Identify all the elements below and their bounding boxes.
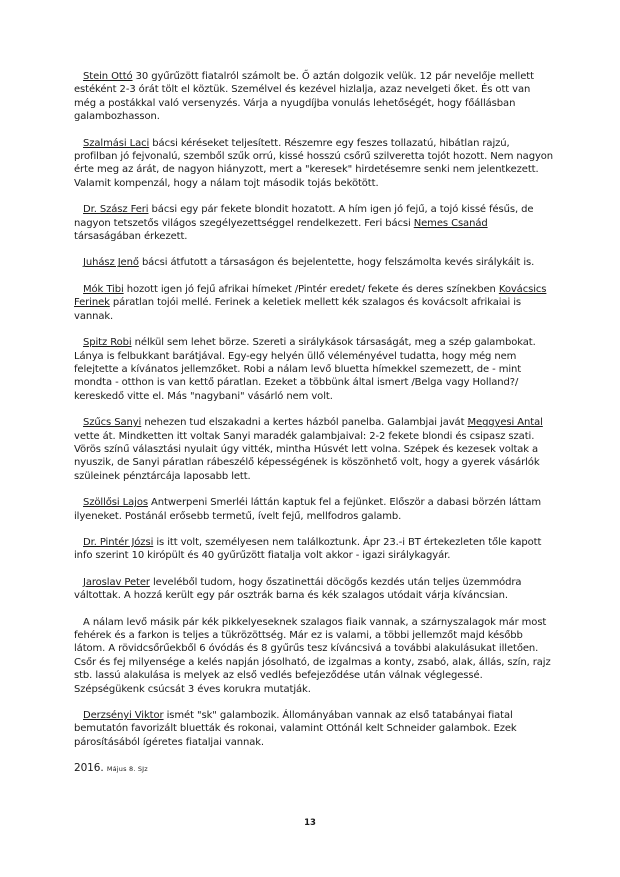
paragraph-text: nehezen tud elszakadni a kertes házból panelba. Galambjai javát (141, 417, 468, 429)
person-name: Dr. Pintér Józsi (83, 536, 154, 548)
paragraph-mok (74, 283, 554, 323)
paragraph-text: hozott igen jó fejű afrikai hímeket /Pintér eredet/ fekete és deres színekben (123, 283, 499, 295)
paragraph-own-pigeons (74, 616, 554, 696)
paragraph-text: ismét "sk" galambozik. Állományában vannak az első tatabányai fiatal bemutatón favorizált bluetták és rokonai, valamint Ottónál kelt Schneider galambok. Ezek párosításából ígéretes fiataljai vannak. (74, 710, 517, 748)
person-name: Spitz Robi (83, 337, 132, 349)
person-name: Derzsényi Viktor (83, 710, 164, 722)
paragraph-text: leveléből tudom, hogy őszatinettái döcögős kezdés után teljes üzemmódra váltottak. A hozzá került egy pár osztrák barna és kék szalagos utódait várja kíváncsian. (74, 576, 522, 602)
paragraph-pinter (74, 536, 554, 563)
paragraph-stein (74, 70, 554, 124)
paragraph-text: bácsi kéréseket teljesített. Részemre egy feszes tollazatú, hibátlan rajzú, profilban jó fejvonalú, szemből szűk orrú, kissé hosszú csőrű szilveretta tojót hozott. Nem nagyon érte meg az árát, de nagyon hiányzott, mert a "keresek" hirdetésemre senki nem jelentkezett. Valamit kompenzál, hogy a nálam tojt második tojás bekötött. (74, 137, 554, 189)
paragraph-szollosi (74, 496, 554, 523)
signature-year: 2016. (74, 762, 104, 775)
paragraph-text: is itt volt, személyesen nem találkoztunk. Ápr 23.-i BT értekezleten tőle kapott info szerint 10 kirópült és 40 gyűrűzött fiatalja volt akkor - igazi sirálykagyár. (74, 536, 542, 562)
person-name-2: Meggyesi Antal (467, 417, 543, 429)
paragraph-text: Antwerpeni Smerléi láttán kaptuk fel a fejünket. Először a dabasi börzén láttam ilyeneket. Postánál erősebb termetű, ívelt fejű, mellfodros galamb. (74, 497, 541, 522)
paragraph-text-2: társaságában érkezett. (74, 231, 188, 243)
paragraph-spitz (74, 336, 554, 403)
person-name: Jaroslav Peter (83, 576, 150, 588)
paragraph-text: nélkül sem lehet börze. Szereti a sirálykások társaságát, meg a szép galambokat. Lánya is felbukkant barátjával. Egy-egy helyén üllő véleményével tudatta, hogy még nem felejtette a kívánatos jellemzőket. Robi a nálam levő bluetta hímekkel szemezett, de - mint mondta - otthon is van kettő páratlan. Ezeket a többünk által ismert /Belga vagy Holland?/ kereskedő vitte el. Más "nagybani" vásárló nem volt. (74, 337, 536, 402)
paragraph-text: bácsi egy pár fekete blondit hozatott. A hím igen jó fejű, a tojó kissé fésűs, de nagyon tetszetős világos szegélyezettséggel rendelkezett. Feri bácsi (74, 204, 534, 229)
paragraph-szasz (74, 203, 554, 243)
person-name: Dr. Szász Feri (83, 204, 149, 216)
paragraph-derzsenyi (74, 709, 554, 749)
paragraph-text-2: vette át. Mindketten itt voltak Sanyi maradék galambjaival: 2-2 fekete blondi és csipasz szati. Vörös színű választási nyulait úgy vitték, mintha Húsvét lett volna. Szépek és kezesek voltak a nyuszik, de Sanyi páratlan rábeszélő képességének is köszönhető volt, hogy a gyerek vásárlók szüleinek pénztárcája laposabb lett. (74, 430, 540, 482)
paragraph-text-2: páratlan tojói mellé. Ferinek a keletiek mellett kék szalagos és kovácsolt afrikaiai is vannak. (74, 297, 521, 322)
paragraph-text: A nálam levő másik pár kék pikkelyeseknek szalagos fiaik vannak, a szárnyszalagok már most fehérek és a farkon is teljes a tükrözöttség. Már ez is valami, a többi jellemzőt majd később látom. A rövidcsőrűekből 6 óvódás és 8 gyűrűs tesz kíváncsivá a további alakulásukat illetően. Csőr és fej milyensége a kelés napján jósolható, de izgalmas a konty, zsabó, alak, állás, szín, rajz stb. lassú alakulása is melyek az első vedlés befejeződése után válnak véglegessé. Szépségükenk csúcsát 3 éves korukra mutatják. (74, 616, 551, 695)
paragraph-text: 30 gyűrűzött fiatalról számolt be. Ő aztán dolgozik velük. 12 pár nevelője mellett estéként 2-3 órát tölt el köztük. Személvel és kezével hizlalja, azaz nevelgeti őket. És ott van még a postákkal való versenyzés. Várja a nyugdíjba vonulás lehetőségét, hogy főállásban galambozhasson. (74, 71, 534, 123)
document-page (74, 70, 554, 777)
person-name: Szöllősi Lajos (83, 497, 148, 509)
paragraph-jaroslav (74, 576, 554, 603)
person-name: Szalmási Laci (83, 137, 150, 149)
paragraph-text: bácsi átfutott a társaságon és bejelentette, hogy felszámolta kevés sirálykáit is. (138, 257, 535, 269)
person-name: Stein Ottó (83, 71, 133, 82)
signature-date: Május 8. SJz (106, 765, 148, 774)
person-name-2: Nemes Csanád (413, 217, 488, 229)
paragraph-szalmasi (74, 137, 554, 191)
person-name: Juhász Jenő (83, 257, 139, 269)
signature-line (74, 762, 554, 776)
person-name: Mók Tibi (83, 283, 124, 295)
page-number: 13 (304, 818, 316, 828)
paragraph-szucs (74, 416, 554, 483)
paragraph-juhasz (74, 256, 554, 269)
person-name-2: Kovácsics Ferinek (74, 283, 547, 309)
person-name: Szűcs Sanyi (83, 417, 142, 429)
